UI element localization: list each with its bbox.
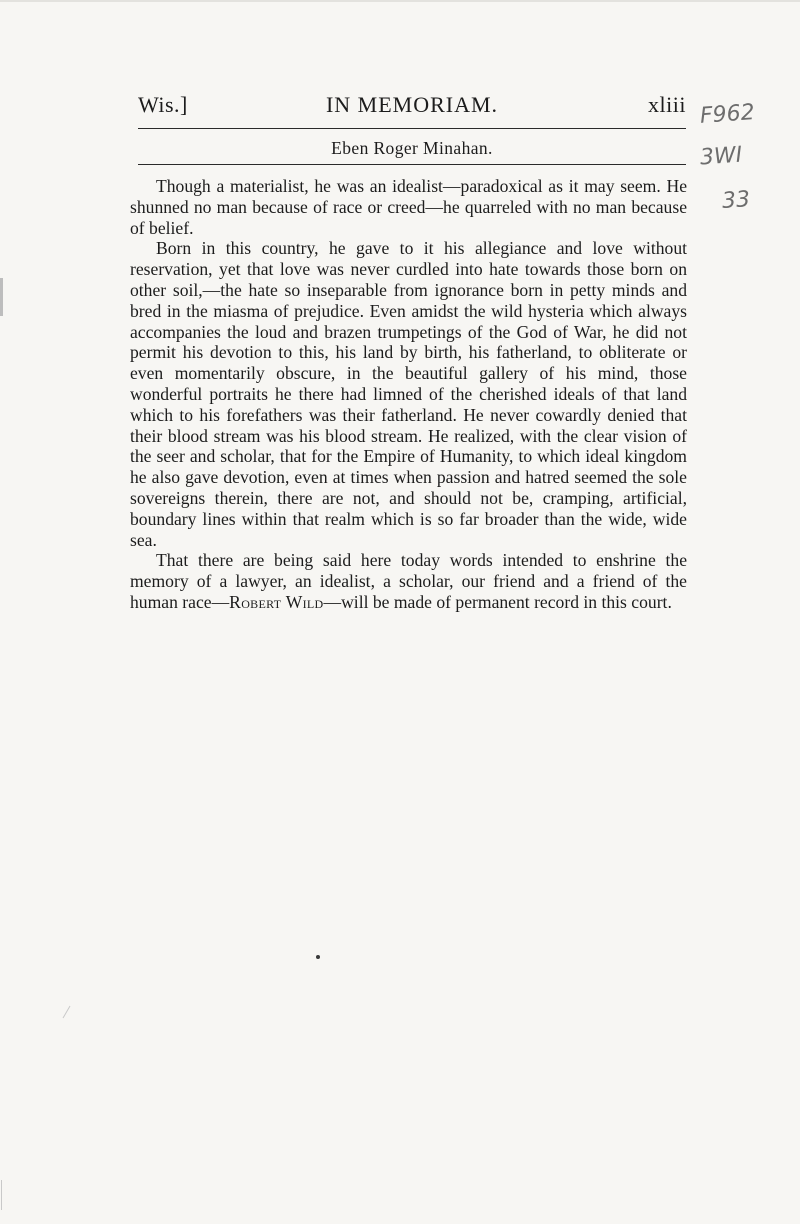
scan-edge [0, 0, 800, 2]
paragraph-3-ending: —will be made of permanent record in this court. [323, 591, 672, 612]
scan-stray-mark [1, 1180, 2, 1210]
paragraph-2: Born in this country, he gave to it his allegiance and love without reservation, yet that love was never curdled into hate towards those born on other soil,—the hate so inseparable from ignorance born in petty minds and bred in the miasma of prejudice. Even amidst the wild hysteria which always accompanies the loud and brazen trumpetings of the God of War, he did not permit his devotion to this, his land by birth, his fatherland, to obliterate or even momentarily obscure, in the beautiful gallery of his mind, those wonderful portraits he there had limned of the cherished ideals of that land which to his forefathers was their fatherland. He never cowardly denied that their blood stream was his blood stream. He realized, with the clear vision of the seer and scholar, that for the Empire of Humanity, to which ideal kingdom he also gave devotion, even at times when passion and hatred seemed the sole sovereigns therein, there are not, and should not be, cramping, artificial, boundary lines within that realm which is so far broader than the wide, wide sea. [130, 238, 687, 550]
section-subtitle: Eben Roger Minahan. [331, 138, 493, 158]
ink-speck [316, 955, 320, 959]
paragraph-3 [130, 550, 687, 612]
header-state-abbrev: Wis.] [138, 92, 188, 117]
scan-edge-mark [0, 278, 3, 316]
subtitle-rule [138, 164, 686, 165]
handwritten-note: 3WI [699, 142, 744, 171]
paragraph-1: Though a materialist, he was an idealist—paradoxical as it may seem. He shunned no man because of race or creed—he quarreled with no man because of belief. [130, 176, 687, 238]
paragraph-3-text: That there are being said here today words intended to enshrine the memory of a lawyer, an idealist, a scholar, our friend and a friend of the human race— [130, 550, 687, 612]
page-number: xliii [648, 92, 686, 117]
header-title: IN MEMORIAM. [325, 92, 499, 117]
running-header [138, 86, 686, 126]
body-text [130, 176, 687, 613]
header-rule [138, 128, 686, 129]
scan-stray-mark [63, 1006, 71, 1019]
honoree-name: Robert Wild [229, 591, 324, 612]
handwritten-note: F962 [699, 100, 756, 129]
handwritten-note: 33 [721, 187, 751, 214]
